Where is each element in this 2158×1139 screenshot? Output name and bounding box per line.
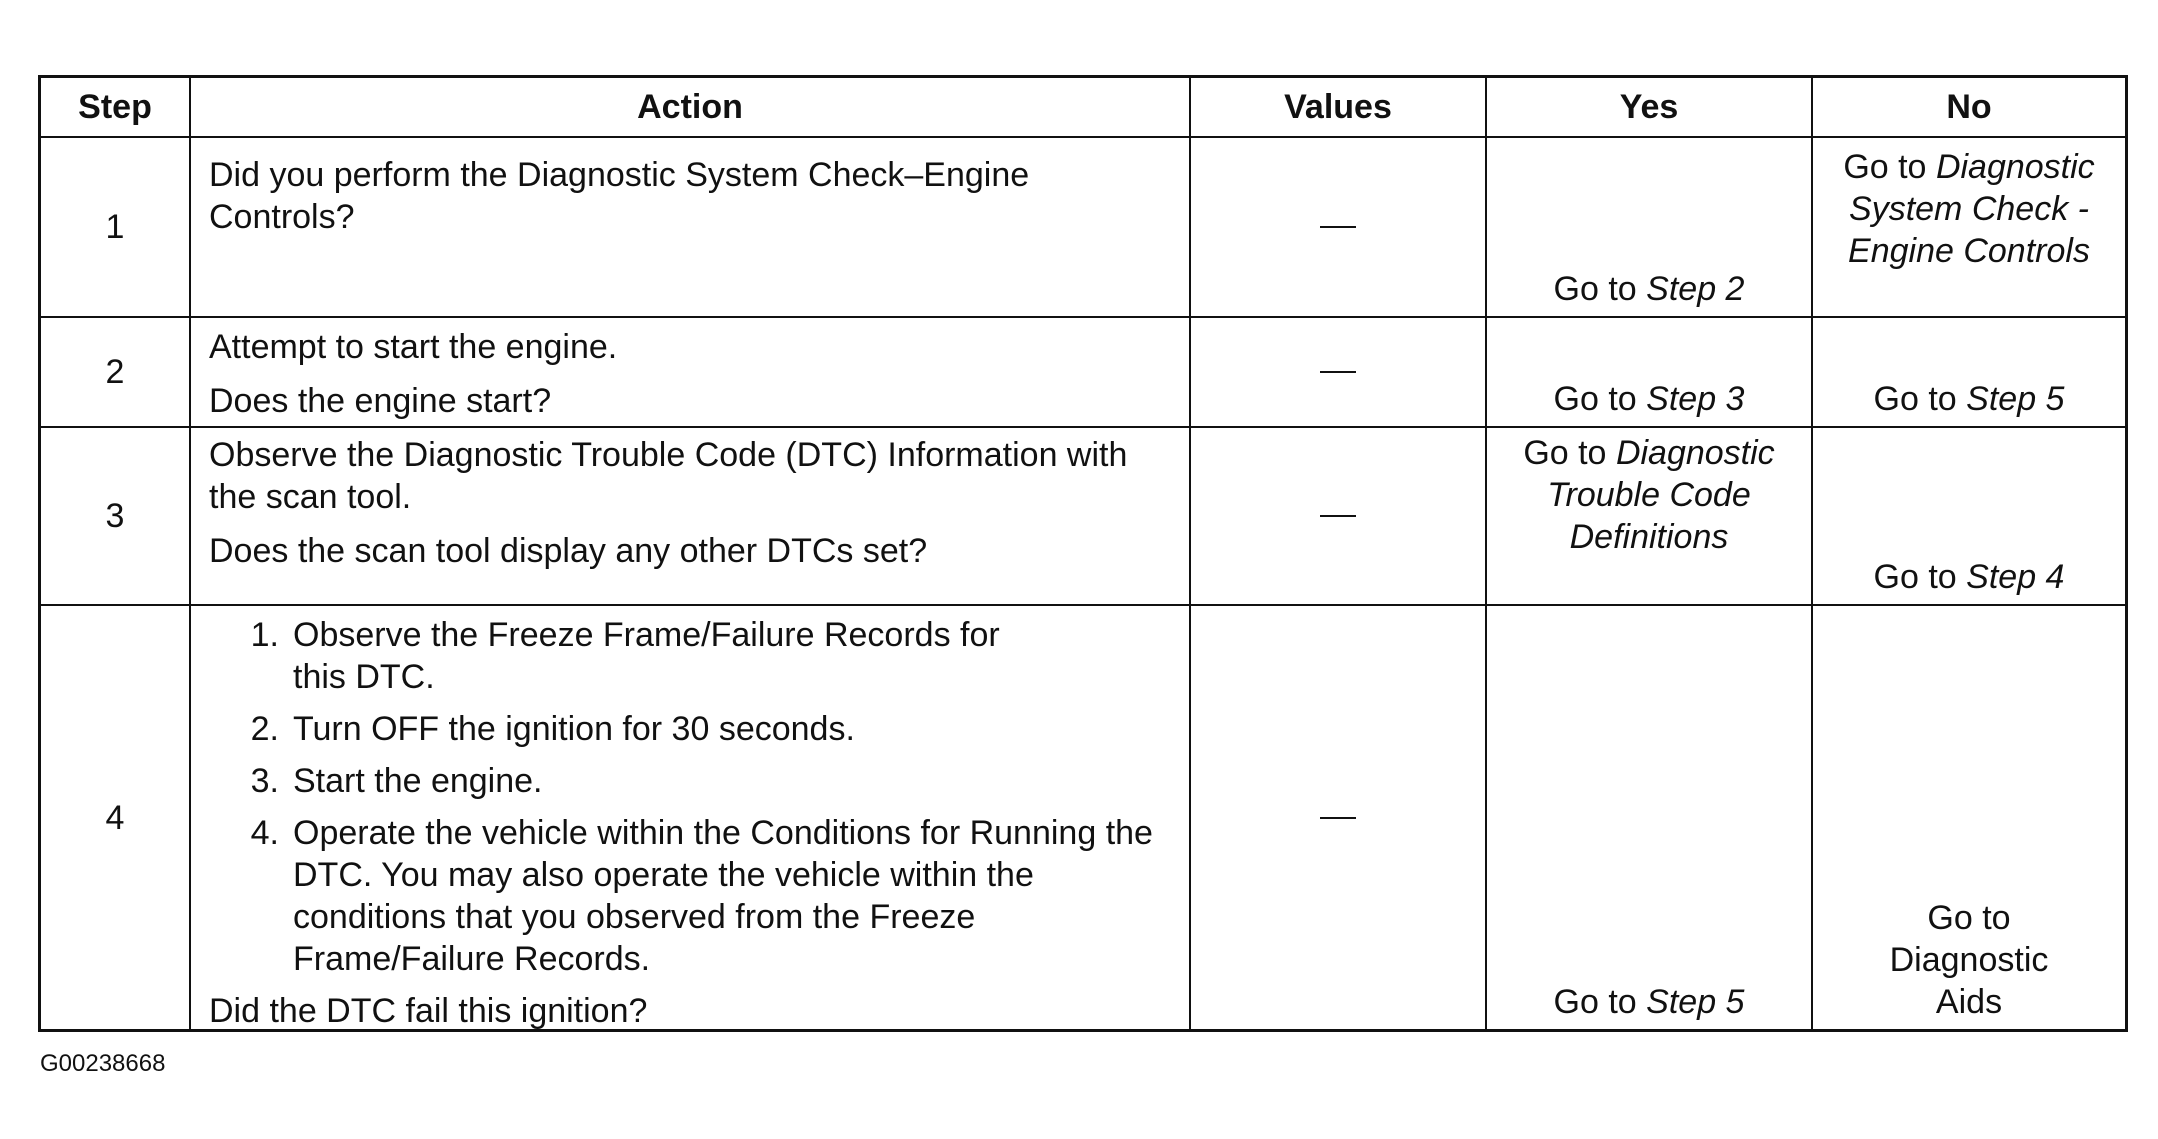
header-yes: Yes xyxy=(1485,78,1811,136)
step-number: 4 xyxy=(105,798,125,837)
no-goto xyxy=(1813,378,2125,420)
list-item xyxy=(209,812,1171,980)
step-number: 3 xyxy=(105,497,125,535)
yes-prefix: Go to xyxy=(1553,380,1637,418)
no-link[interactable]: Diagnostic System Check - Engine Controls xyxy=(1848,148,2095,270)
yes-link[interactable]: Step 3 xyxy=(1646,380,1745,418)
yes-cell xyxy=(1485,606,1811,1029)
no-prefix: Go to xyxy=(1873,558,1957,596)
yes-cell xyxy=(1485,428,1811,604)
no-goto xyxy=(1813,146,2125,272)
action-cell xyxy=(189,606,1189,1029)
header-action: Action xyxy=(189,78,1189,136)
list-number: 1. xyxy=(250,616,279,654)
diagnostic-table xyxy=(38,75,2128,1032)
table-row xyxy=(41,426,2125,604)
no-goto[interactable]: Go to Diagnostic Aids xyxy=(1889,899,2049,1021)
action-text: Attempt to start the engine. xyxy=(209,328,618,366)
action-question: Does the engine start? xyxy=(209,382,552,420)
list-item xyxy=(209,614,1171,698)
yes-cell xyxy=(1485,138,1811,316)
yes-link[interactable]: Step 5 xyxy=(1646,983,1745,1021)
action-cell xyxy=(189,318,1189,426)
values-cell xyxy=(1189,428,1485,604)
yes-link[interactable]: Step 2 xyxy=(1646,270,1745,308)
values-cell xyxy=(1189,138,1485,316)
list-text: Turn OFF the ignition for 30 seconds. xyxy=(293,710,855,748)
action-text: Observe the Diagnostic Trouble Code (DTC) Information with the scan tool. xyxy=(209,436,1128,516)
action-text: Did you perform the Diagnostic System Check–Engine Controls? xyxy=(209,156,1030,236)
values-dash xyxy=(1320,371,1356,373)
yes-prefix: Go to xyxy=(1553,983,1637,1021)
table-header-row xyxy=(41,78,2125,136)
values-dash xyxy=(1320,817,1356,819)
values-dash xyxy=(1320,226,1356,228)
list-number: 3. xyxy=(250,762,279,800)
action-question: Does the scan tool display any other DTCs set? xyxy=(209,532,928,570)
action-question: Did the DTC fail this ignition? xyxy=(209,992,648,1030)
list-item xyxy=(209,708,1171,750)
yes-cell xyxy=(1485,318,1811,426)
header-step: Step xyxy=(78,88,152,126)
figure-code: G00238668 xyxy=(40,1050,166,1077)
header-no: No xyxy=(1811,78,2125,136)
no-cell xyxy=(1811,428,2125,604)
yes-goto xyxy=(1487,268,1811,310)
no-cell xyxy=(1811,138,2125,316)
list-item xyxy=(209,760,1171,802)
values-cell xyxy=(1189,606,1485,1029)
yes-prefix: Go to xyxy=(1523,434,1607,472)
yes-prefix: Go to xyxy=(1553,270,1637,308)
step-number: 2 xyxy=(105,353,125,391)
no-prefix: Go to xyxy=(1843,148,1927,186)
list-text: Observe the Freeze Frame/Failure Records for this DTC. xyxy=(293,616,1000,696)
action-cell xyxy=(189,138,1189,316)
step-number: 1 xyxy=(105,208,125,246)
yes-link[interactable]: Diagnostic Trouble Code Definitions xyxy=(1547,434,1775,556)
no-cell xyxy=(1811,606,2125,1029)
no-link[interactable]: Step 5 xyxy=(1966,380,2065,418)
header-values: Values xyxy=(1189,78,1485,136)
table-row xyxy=(41,316,2125,426)
table-row xyxy=(41,604,2125,1029)
list-number: 2. xyxy=(250,710,279,748)
no-goto xyxy=(1813,556,2125,598)
no-cell xyxy=(1811,318,2125,426)
action-cell xyxy=(189,428,1189,604)
list-text: Operate the vehicle within the Conditions for Running the DTC. You may also operate the vehicle within the conditions that you observed from the Freeze Frame/Failure Records. xyxy=(293,814,1153,978)
values-cell xyxy=(1189,318,1485,426)
list-text: Start the engine. xyxy=(293,762,543,800)
action-steps-list xyxy=(209,614,1171,980)
yes-goto xyxy=(1487,432,1811,558)
list-number: 4. xyxy=(250,814,279,852)
values-dash xyxy=(1320,515,1356,517)
yes-goto xyxy=(1487,981,1811,1023)
yes-goto xyxy=(1487,378,1811,420)
no-link[interactable]: Step 4 xyxy=(1966,558,2065,596)
table-row xyxy=(41,136,2125,316)
no-prefix: Go to xyxy=(1873,380,1957,418)
